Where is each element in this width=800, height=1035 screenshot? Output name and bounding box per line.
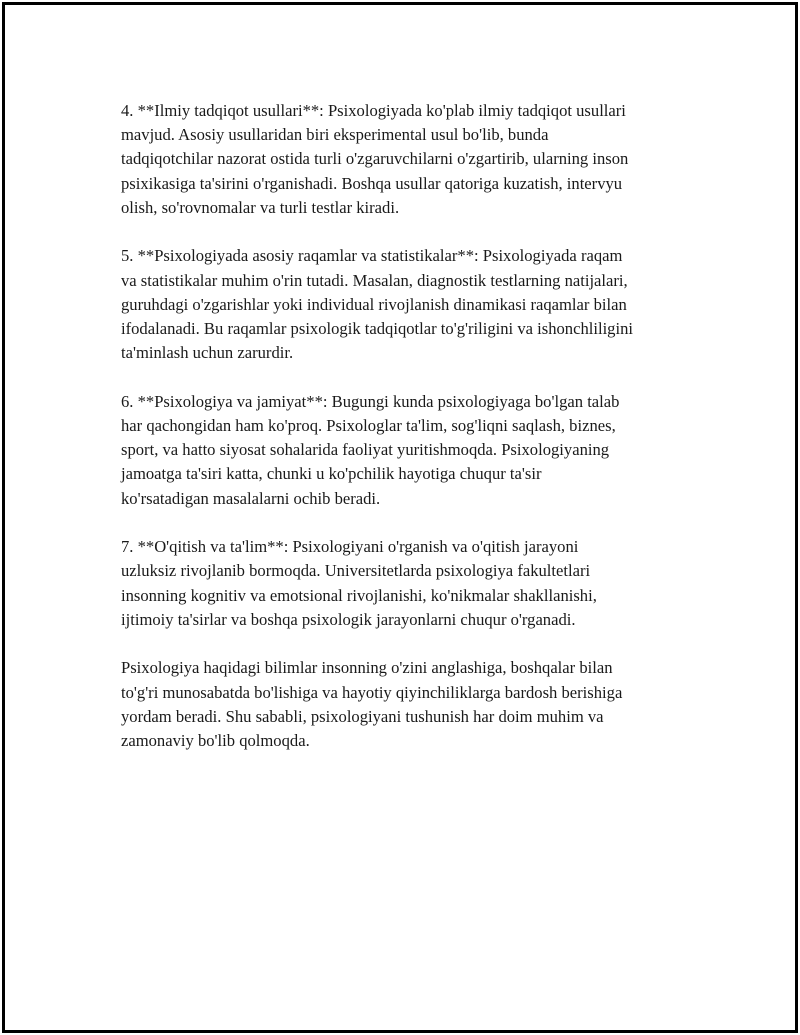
document-page (2, 2, 798, 1033)
paragraph-conclusion: Psixologiya haqidagi bilimlar insonning o'zini anglashiga, boshqalar bilan to'g'ri munosabatda bo'lishiga va hayotiy qiyinchiliklarga bardosh berishiga yordam beradi. Shu sababli, psixologiyani tushunish har doim muhim va zamonaviy bo'lib qolmoqda. (121, 658, 623, 751)
paragraph-research-methods: 4. **Ilmiy tadqiqot usullari**: Psixologiyada ko'plab ilmiy tadqiqot usullari mavjud. Asosiy usullaridan biri eksperimental usul bo'lib, bunda tadqiqotchilar nazorat ostida turli o'zgaruvchilarni o'zgartirib, ularning inson psixikasiga ta'sirini o'rganishadi. Boshqa usullar qatoriga kuzatish, intervyu olish, so'rovnomalar va turli testlar kiradi. (121, 101, 629, 217)
paragraph-psychology-society: 6. **Psixologiya va jamiyat**: Bugungi kunda psixologiyaga bo'lgan talab har qachongidan ham ko'proq. Psixologlar ta'lim, sog'liqni saqlash, biznes, sport, va hatto siyosat sohalarida faoliyat yuritishmoqda. Psixologiyaning jamoatga ta'siri katta, chunki u ko'pchilik hayotiga chuqur ta'sir ko'rsatadigan masalalarni ochib beradi. (121, 391, 620, 508)
document-body (121, 99, 711, 778)
paragraph-numbers-statistics: 5. **Psixologiyada asosiy raqamlar va statistikalar**: Psixologiyada raqam va statistikalar muhim o'rin tutadi. Masalan, diagnostik testlarning natijalari, guruhdagi o'zgarishlar yoki individual rivojlanish dinamikasi raqamlar bilan ifodalanadi. Bu raqamlar psixologik tadqiqotlar to'g'riligini va ishonchliligini ta'minlash uchun zarurdir. (121, 246, 633, 363)
paragraph-teaching-education: 7. **O'qitish va ta'lim**: Psixologiyani o'rganish va o'qitish jarayoni uzluksiz rivojlanib bormoqda. Universitetlarda psixologiya fakultetlari insonning kognitiv va emotsional rivojlanishi, ko'nikmalar shakllanishi, ijtimoiy ta'sirlar va boshqa psixologik jarayonlarni chuqur o'rganadi. (121, 537, 597, 629)
